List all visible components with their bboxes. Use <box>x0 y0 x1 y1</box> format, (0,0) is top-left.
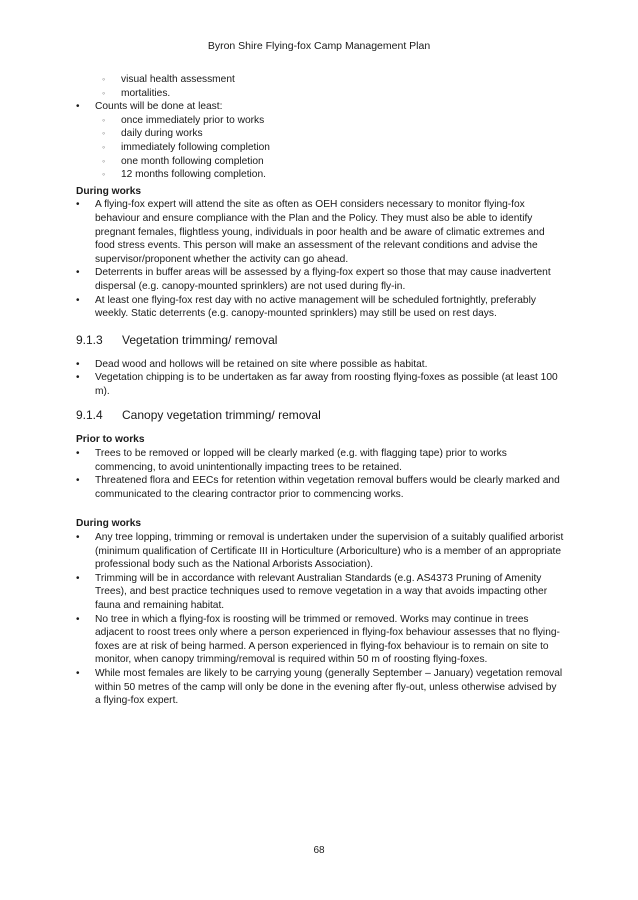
list-item: ◦ mortalities. <box>76 87 564 101</box>
list-item: ◦ one month following completion <box>76 155 564 169</box>
subheading-during-works: During works <box>76 185 142 197</box>
list-item: • While most females are likely to be carrying young (generally September – January) vegetation removal within 50 metres of the camp will only be done in the evening after fly-out, unless otherwise advised by a flying-fox expert. <box>76 667 564 708</box>
list-item: ◦ immediately following completion <box>76 141 564 155</box>
section-heading-9-1-4 <box>76 408 564 423</box>
list-item: ◦ 12 months following completion. <box>76 168 564 182</box>
section-number: 9.1.4 <box>76 408 103 423</box>
list-item: • Trees to be removed or lopped will be clearly marked (e.g. with flagging tape) prior to works commencing, to avoid unintentionally impacting trees to be retained. <box>76 447 564 474</box>
bullet-list-counts <box>76 100 564 182</box>
page-number: 68 <box>313 845 325 856</box>
bullet-list-during-works <box>76 198 564 320</box>
list-item: • Any tree lopping, trimming or removal is undertaken under the supervision of a suitably qualified arborist (minimum qualification of Certificate III in Horticulture (Arboriculture) who is a member of an appropriate professional body such as the National Arborists Association). <box>76 531 564 572</box>
list-item: • Deterrents in buffer areas will be assessed by a flying-fox expert so those that may cause inadvertent dispersal (e.g. canopy-mounted sprinklers) are not used during fly-in. <box>76 266 564 293</box>
subheading-during-works-2: During works <box>76 518 142 530</box>
page-content <box>76 73 564 708</box>
list-item <box>76 100 564 182</box>
bullet-list-vegetation-trimming <box>76 358 564 399</box>
list-item: • At least one flying-fox rest day with no active management will be scheduled fortnightly, preferably weekly. Static deterrents (e.g. canopy-mounted sprinklers) may still be used on rest days. <box>76 294 564 321</box>
list-item: • Dead wood and hollows will be retained on site where possible as habitat. <box>76 358 564 372</box>
list-item: • Vegetation chipping is to be undertaken as far away from roosting flying-foxes as possible (at least 100 m). <box>76 371 564 398</box>
list-item: ◦ daily during works <box>76 127 564 141</box>
list-item: ◦ visual health assessment <box>76 73 564 87</box>
sub-list-monitoring <box>76 73 564 100</box>
bullet-list-prior-to-works <box>76 447 564 501</box>
section-heading-9-1-3 <box>76 333 564 348</box>
list-item: • Threatened flora and EECs for retention within vegetation removal buffers would be clearly marked and communicated to the clearing contractor prior to commencing works. <box>76 474 564 501</box>
section-number: 9.1.3 <box>76 332 103 347</box>
bullet-list-during-works-2 <box>76 531 564 708</box>
list-item: • A flying-fox expert will attend the site as often as OEH considers necessary to monitor flying-fox behaviour and ensure compliance with the Plan and the Policy. They must also be able to identify pregnant females, flightless young, individuals in poor health and be aware of climatic extremes and food stress events. This person will make an assessment of the relevant conditions and advise the supervisor/proponent whether the activity can go ahead. <box>76 198 564 266</box>
page-header: Byron Shire Flying-fox Camp Management Plan <box>207 40 431 52</box>
list-item: ◦ once immediately prior to works <box>76 114 564 128</box>
list-item: • Trimming will be in accordance with relevant Australian Standards (e.g. AS4373 Pruning of Amenity Trees), and best practice techniques used to remove vegetation in a way that avoids impacting other fauna and remaining habitat. <box>76 572 564 613</box>
subheading-prior-to-works: Prior to works <box>76 434 145 446</box>
section-title: Vegetation trimming/ removal <box>122 332 278 347</box>
list-item: • No tree in which a flying-fox is roosting will be trimmed or removed. Works may continue in trees adjacent to roost trees only where a person experienced in flying-fox behaviour assesses that no flying-foxes are at risk of being harmed. A person experienced in flying-fox behaviour is to remain on site to monitor, when canopy trimming/removal is required within 50 m of roosting flying-foxes. <box>76 613 564 667</box>
counts-intro: Counts will be done at least: <box>95 101 223 113</box>
sub-list-counts <box>76 114 564 182</box>
section-title: Canopy vegetation trimming/ removal <box>122 408 321 423</box>
